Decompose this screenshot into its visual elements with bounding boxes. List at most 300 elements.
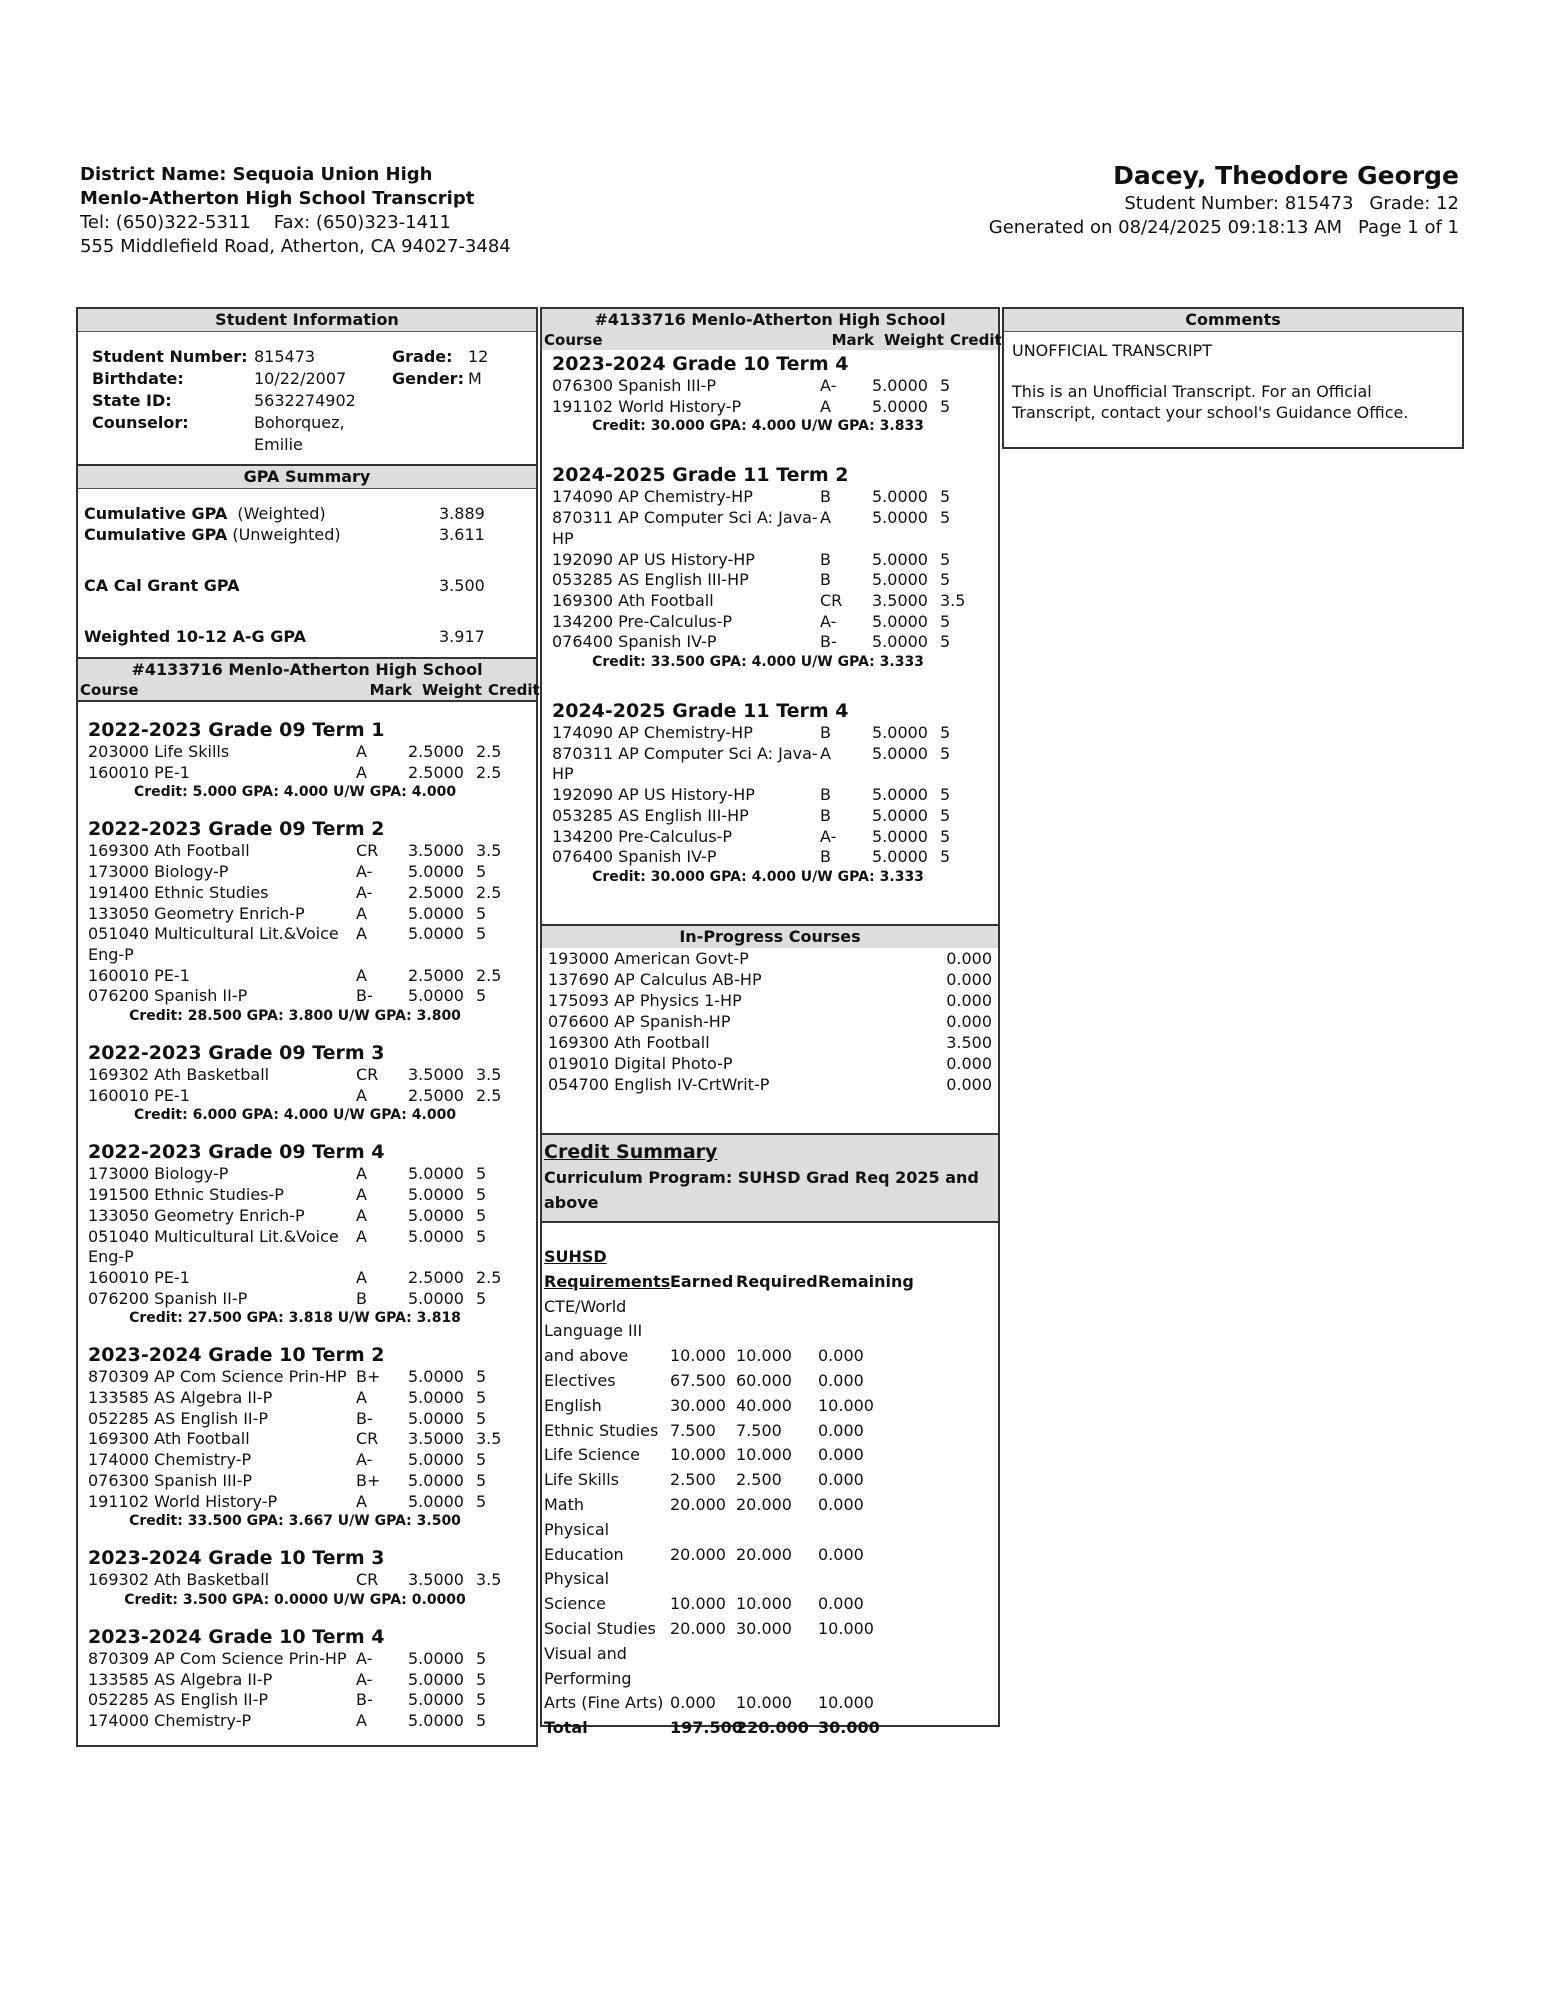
course-name: 160010 PE-1 — [88, 1267, 190, 1287]
term-block — [78, 1041, 536, 1124]
course-name: 203000 Life Skills — [88, 742, 230, 761]
course-name: Eng-P — [88, 944, 134, 964]
course-weight: 5.0000 — [408, 1491, 464, 1511]
course-weight: 5.0000 — [408, 1669, 464, 1689]
term-summary: Credit: 30.000 GPA: 4.000 U/W GPA: 3.833 — [592, 418, 924, 435]
requirement-row — [544, 1369, 996, 1394]
term-title: 2022-2023 Grade 09 Term 3 — [88, 1042, 385, 1065]
requirement-remaining: 0.000 — [818, 1544, 864, 1564]
course-weight: 3.5000 — [408, 1429, 464, 1449]
course-weight: 5.0000 — [872, 570, 928, 590]
requirement-required — [736, 1642, 818, 1667]
course-credit: 5 — [476, 1690, 487, 1710]
course-name: 133585 AS Algebra II-P — [88, 1669, 273, 1689]
student-info-row — [92, 368, 522, 390]
in-progress-row — [542, 990, 998, 1011]
requirement-name: Electives — [544, 1370, 616, 1390]
course-weight: 5.0000 — [872, 847, 928, 867]
course-mark: A — [820, 743, 831, 763]
requirement-name: and above — [544, 1346, 629, 1366]
course-mark: A- — [356, 1669, 373, 1689]
course-row — [88, 1649, 532, 1670]
requirement-required — [736, 1295, 818, 1320]
in-progress-course: 137690 AP Calculus AB-HP — [548, 969, 762, 989]
requirement-required: 10.000 — [736, 1594, 792, 1614]
course-row — [552, 723, 994, 744]
requirement-name: Science — [544, 1594, 607, 1614]
in-progress-row — [542, 948, 998, 969]
requirement-remaining: 0.000 — [818, 1370, 864, 1390]
course-weight: 3.5000 — [408, 1065, 464, 1085]
course-credit: 5 — [476, 862, 487, 882]
term-block — [542, 463, 998, 671]
course-weight: 3.5000 — [408, 1570, 464, 1590]
course-credit: 5 — [940, 376, 951, 395]
course-mark: A — [820, 396, 831, 416]
course-row — [552, 806, 994, 827]
course-mark: B — [820, 847, 831, 867]
page-number: Page 1 of 1 — [1358, 217, 1459, 238]
requirement-row — [544, 1344, 996, 1369]
course-row — [88, 1206, 532, 1227]
course-row — [88, 1065, 532, 1086]
course-column-headers-2: Course Mark Weight Credit — [544, 331, 1002, 349]
course-weight: 5.0000 — [408, 1711, 464, 1731]
term-title: 2023-2024 Grade 10 Term 4 — [552, 353, 849, 375]
term-summary: Credit: 5.000 GPA: 4.000 U/W GPA: 4.000 — [133, 784, 457, 801]
course-credit: 5 — [476, 986, 487, 1006]
course-row — [88, 1227, 532, 1248]
course-row — [552, 632, 994, 653]
in-progress-row — [542, 1053, 998, 1074]
requirement-row — [544, 1443, 996, 1468]
address: 555 Middlefield Road, Atherton, CA 94027-3484 — [80, 236, 511, 257]
course-credit: 3.5 — [476, 841, 502, 861]
course-name: 174090 AP Chemistry-HP — [552, 487, 753, 507]
course-name: HP — [552, 764, 574, 784]
course-row — [88, 904, 532, 925]
course-mark: B- — [820, 632, 837, 652]
credit-summary-header — [542, 1133, 998, 1223]
in-progress-list — [542, 948, 998, 1133]
course-name: 052285 AS English II-P — [88, 1408, 269, 1428]
info-value: M — [468, 369, 482, 388]
requirement-earned: 2.500 — [670, 1470, 716, 1490]
course-weight: 5.0000 — [408, 1388, 464, 1408]
cal-grant-row: CA Cal Grant GPA 3.500 — [84, 576, 485, 595]
course-mark: A — [356, 1267, 367, 1287]
course-credit: 5 — [940, 805, 951, 825]
course-mark: B — [820, 549, 831, 569]
course-credit: 3.5 — [476, 1570, 502, 1590]
course-mark: B- — [356, 986, 373, 1006]
requirement-remaining: 0.000 — [818, 1494, 864, 1514]
course-weight: 5.0000 — [408, 1226, 464, 1246]
student-number-line — [989, 192, 1459, 216]
in-progress-credit: 0.000 — [946, 1074, 992, 1094]
info-value: Bohorquez, Emilie — [254, 413, 345, 454]
term-summary: Credit: 3.500 GPA: 0.0000 U/W GPA: 0.0000 — [124, 1591, 466, 1608]
term-summary: Credit: 33.500 GPA: 3.667 U/W GPA: 3.500 — [129, 1513, 461, 1530]
course-weight — [408, 1247, 476, 1268]
term-summary: Credit: 6.000 GPA: 4.000 U/W GPA: 4.000 — [133, 1107, 457, 1124]
contact-line — [80, 211, 511, 235]
course-name: 169302 Ath Basketball — [88, 1570, 270, 1590]
course-mark: A — [356, 1711, 367, 1731]
district-header — [80, 163, 511, 259]
info-value: 5632274902 — [254, 391, 356, 410]
course-name: 076400 Spanish IV-P — [552, 847, 717, 867]
info-value: 815473 — [254, 347, 316, 366]
course-weight: 5.0000 — [408, 1648, 464, 1668]
course-credit: 5 — [940, 396, 951, 416]
course-weight: 2.5000 — [408, 882, 464, 902]
course-credit: 5 — [476, 1205, 487, 1225]
gpa-weighted-row: Cumulative GPA (Weighted) 3.889 — [84, 504, 485, 523]
course-credit: 5 — [940, 826, 951, 846]
in-progress-title: In-Progress Courses — [542, 924, 998, 948]
course-row — [88, 763, 532, 784]
terms-list-1 — [78, 718, 536, 1732]
in-progress-course: 054700 English IV-CrtWrit-P — [548, 1074, 770, 1094]
course-row — [552, 764, 994, 785]
course-mark: A- — [356, 1450, 373, 1470]
left-column — [76, 307, 538, 1747]
course-weight — [872, 764, 940, 785]
course-mark — [820, 529, 872, 550]
student-grade: Grade: 12 — [1369, 193, 1459, 214]
course-weight: 5.0000 — [872, 376, 928, 395]
course-name: 160010 PE-1 — [88, 1085, 190, 1105]
requirement-required: 20.000 — [736, 1544, 792, 1564]
course-mark: CR — [356, 1570, 379, 1590]
term-summary: Credit: 27.500 GPA: 3.818 U/W GPA: 3.818 — [129, 1310, 461, 1327]
gpa-summary — [78, 489, 536, 657]
course-credit: 2.5 — [476, 742, 502, 761]
course-name: 870311 AP Computer Sci A: Java- — [552, 743, 818, 763]
requirement-required: 30.000 — [736, 1618, 792, 1638]
course-weight: 5.0000 — [408, 1470, 464, 1490]
course-weight: 5.0000 — [408, 986, 464, 1006]
course-name: 134200 Pre-Calculus-P — [552, 826, 733, 846]
info-label: Student Number: — [92, 347, 248, 366]
requirement-remaining — [818, 1295, 898, 1320]
course-name: 191400 Ethnic Studies — [88, 882, 269, 902]
term-title: 2023-2024 Grade 10 Term 2 — [88, 1344, 385, 1367]
course-row — [88, 862, 532, 883]
course-credit — [940, 529, 980, 550]
course-credit: 5 — [476, 1711, 487, 1731]
in-progress-course: 169300 Ath Football — [548, 1032, 710, 1052]
generated-line — [989, 216, 1459, 240]
requirement-name: Physical — [544, 1569, 610, 1589]
term-block — [542, 352, 998, 435]
in-progress-course: 076600 AP Spanish-HP — [548, 1011, 731, 1031]
requirement-remaining — [818, 1518, 898, 1543]
district-name: District Name: Sequoia Union High — [80, 164, 433, 185]
course-credit: 2.5 — [476, 762, 502, 782]
course-credit: 3.5 — [940, 590, 966, 610]
course-weight: 2.5000 — [408, 1267, 464, 1287]
course-row — [88, 966, 532, 987]
info-label: Grade: — [392, 347, 453, 366]
course-weight: 5.0000 — [872, 396, 928, 416]
course-mark: CR — [820, 590, 843, 610]
info-value: 12 — [468, 347, 489, 366]
course-weight — [872, 529, 940, 550]
course-credit — [940, 764, 980, 785]
course-mark: B+ — [356, 1470, 381, 1490]
course-row — [552, 397, 994, 418]
course-row — [552, 487, 994, 508]
course-credit: 5 — [476, 1669, 487, 1689]
ag-gpa: 3.917 — [439, 627, 485, 646]
course-mark: CR — [356, 841, 379, 861]
total-label: Total — [544, 1718, 588, 1738]
course-name: HP — [552, 528, 574, 548]
requirement-name: Education — [544, 1544, 624, 1564]
course-row — [88, 1570, 532, 1591]
school-header-1: #4133716 Menlo-Atherton High School — [78, 657, 536, 681]
course-credit: 5 — [476, 924, 487, 944]
requirement-remaining — [818, 1667, 898, 1692]
requirement-remaining — [818, 1642, 898, 1667]
course-row — [552, 827, 994, 848]
info-value: 10/22/2007 — [254, 369, 347, 388]
course-name: 174090 AP Chemistry-HP — [552, 723, 753, 743]
curriculum-program: Curriculum Program: SUHSD Grad Req 2025 and above — [544, 1167, 979, 1212]
course-weight: 5.0000 — [408, 1185, 464, 1205]
requirement-name: Language III — [544, 1321, 643, 1341]
course-credit: 5 — [940, 743, 951, 763]
course-name: 076200 Spanish II-P — [88, 986, 248, 1006]
course-credit: 5 — [476, 1408, 487, 1428]
course-row — [88, 1429, 532, 1450]
requirement-row — [544, 1567, 996, 1592]
requirement-earned: 20.000 — [670, 1544, 726, 1564]
course-weight: 5.0000 — [408, 1690, 464, 1710]
course-credit: 5 — [476, 1288, 487, 1308]
total-remaining: 30.000 — [818, 1718, 880, 1738]
student-info-row — [92, 346, 522, 368]
requirement-row — [544, 1543, 996, 1568]
gpa-summary-title: GPA Summary — [78, 464, 536, 489]
course-weight: 5.0000 — [408, 924, 464, 944]
requirement-earned — [670, 1518, 736, 1543]
course-row — [88, 1492, 532, 1513]
course-credit: 5 — [476, 1450, 487, 1470]
requirement-required — [736, 1567, 818, 1592]
requirement-earned — [670, 1567, 736, 1592]
course-credit: 5 — [476, 1470, 487, 1490]
ag-gpa-row: Weighted 10-12 A-G GPA 3.917 — [84, 627, 485, 646]
course-row — [552, 612, 994, 633]
course-name: 160010 PE-1 — [88, 965, 190, 985]
course-mark: A — [820, 508, 831, 528]
term-block — [78, 1343, 536, 1530]
course-mark: A — [356, 903, 367, 923]
requirement-name: Life Skills — [544, 1470, 620, 1490]
course-name: 134200 Pre-Calculus-P — [552, 611, 733, 631]
term-block — [78, 1140, 536, 1327]
term-title: 2024-2025 Grade 11 Term 2 — [552, 464, 849, 487]
course-credit — [476, 1247, 516, 1268]
comments-box — [1002, 307, 1464, 449]
course-name: 191500 Ethnic Studies-P — [88, 1185, 284, 1205]
course-weight: 5.0000 — [872, 611, 928, 631]
course-mark: B — [820, 785, 831, 805]
course-credit: 5 — [940, 487, 951, 507]
requirement-remaining: 10.000 — [818, 1618, 874, 1638]
requirement-name: Ethnic Studies — [544, 1420, 659, 1440]
requirement-row — [544, 1319, 996, 1344]
requirement-earned: 10.000 — [670, 1594, 726, 1614]
course-credit: 5 — [940, 847, 951, 867]
course-weight: 5.0000 — [408, 1367, 464, 1387]
in-progress-row — [542, 1032, 998, 1053]
tel: Tel: (650)322-5311 — [80, 212, 251, 233]
course-name: 053285 AS English III-HP — [552, 570, 749, 590]
requirement-required: 7.500 — [736, 1420, 782, 1440]
course-row — [88, 841, 532, 862]
requirement-row — [544, 1518, 996, 1543]
course-name: 870309 AP Com Science Prin-HP — [88, 1648, 347, 1668]
course-credit: 5 — [476, 903, 487, 923]
requirement-remaining — [818, 1319, 898, 1344]
credit-summary-title: Credit Summary — [544, 1140, 718, 1163]
requirement-earned: 10.000 — [670, 1445, 726, 1465]
student-info-row — [92, 412, 522, 456]
requirement-row — [544, 1642, 996, 1667]
in-progress-course: 019010 Digital Photo-P — [548, 1053, 733, 1073]
term-title: 2022-2023 Grade 09 Term 1 — [88, 719, 385, 741]
comment-line-1: UNOFFICIAL TRANSCRIPT — [1012, 341, 1212, 360]
requirement-remaining: 0.000 — [818, 1420, 864, 1440]
course-mark — [820, 764, 872, 785]
term-block — [78, 1546, 536, 1609]
comments-body — [1004, 332, 1462, 431]
course-row — [88, 1711, 532, 1732]
course-credit: 5 — [940, 632, 951, 652]
course-row — [552, 529, 994, 550]
course-weight: 5.0000 — [872, 723, 928, 743]
course-weight: 5.0000 — [872, 632, 928, 652]
course-credit: 5 — [940, 785, 951, 805]
info-label: State ID: — [92, 391, 172, 410]
course-row — [552, 550, 994, 571]
credit-summary-header-row: Requirements Earned Required Remaining — [544, 1271, 914, 1291]
in-progress-row — [542, 969, 998, 990]
course-row — [88, 1450, 532, 1471]
student-info-title: Student Information — [78, 309, 536, 332]
course-weight: 2.5000 — [408, 1085, 464, 1105]
course-credit: 5 — [940, 549, 951, 569]
course-name: 169302 Ath Basketball — [88, 1065, 270, 1085]
comments-title: Comments — [1004, 309, 1462, 332]
course-mark: A — [356, 1185, 367, 1205]
course-row — [88, 1247, 532, 1268]
gpa-unweighted-row: Cumulative GPA (Unweighted) 3.611 — [84, 525, 485, 544]
requirement-required: 10.000 — [736, 1346, 792, 1366]
requirement-row — [544, 1419, 996, 1444]
in-progress-credit: 0.000 — [946, 990, 992, 1010]
course-name: 174000 Chemistry-P — [88, 1450, 252, 1470]
gpa-weighted: 3.889 — [439, 504, 485, 523]
course-row — [88, 1164, 532, 1185]
school-title: Menlo-Atherton High School Transcript — [80, 188, 475, 209]
course-weight: 3.5000 — [408, 841, 464, 861]
course-mark: A — [356, 1085, 367, 1105]
requirement-earned — [670, 1667, 736, 1692]
course-row — [88, 1289, 532, 1310]
in-progress-course: 175093 AP Physics 1-HP — [548, 990, 742, 1010]
course-row — [552, 591, 994, 612]
requirement-name: CTE/World — [544, 1296, 627, 1316]
course-weight: 5.0000 — [408, 1164, 464, 1184]
requirement-name: Arts (Fine Arts) — [544, 1693, 664, 1713]
requirement-required — [736, 1319, 818, 1344]
term-block — [78, 817, 536, 1025]
course-name: 192090 AP US History-HP — [552, 549, 755, 569]
course-name: 052285 AS English II-P — [88, 1690, 269, 1710]
course-credit: 2.5 — [476, 965, 502, 985]
requirement-remaining: 10.000 — [818, 1693, 874, 1713]
requirement-name: Visual and — [544, 1643, 627, 1663]
term-title: 2023-2024 Grade 10 Term 4 — [88, 1625, 385, 1648]
course-mark: CR — [356, 1429, 379, 1449]
course-column-headers: Course Mark Weight Credit — [78, 681, 536, 702]
course-mark — [356, 1247, 408, 1268]
requirement-name: Social Studies — [544, 1618, 656, 1638]
course-mark: CR — [356, 1065, 379, 1085]
course-mark: A- — [356, 1648, 373, 1668]
generated-date: Generated on 08/24/2025 09:18:13 AM — [988, 217, 1342, 238]
requirement-earned: 0.000 — [670, 1693, 716, 1713]
course-mark: A — [356, 742, 367, 761]
course-credit: 5 — [476, 1164, 487, 1184]
course-mark: A — [356, 762, 367, 782]
course-name: 173000 Biology-P — [88, 862, 229, 882]
course-row — [88, 1690, 532, 1711]
info-label: Counselor: — [92, 413, 189, 432]
requirement-row — [544, 1617, 996, 1642]
requirement-required — [736, 1667, 818, 1692]
course-row — [88, 945, 532, 966]
course-weight: 5.0000 — [408, 903, 464, 923]
course-name: Eng-P — [88, 1247, 134, 1267]
course-row — [88, 1268, 532, 1289]
course-weight: 5.0000 — [872, 785, 928, 805]
course-name: 870311 AP Computer Sci A: Java- — [552, 508, 818, 528]
student-info — [78, 332, 536, 464]
gpa-unweighted: 3.611 — [439, 525, 485, 544]
requirement-name: Performing — [544, 1668, 632, 1688]
course-name: 169300 Ath Football — [88, 841, 250, 861]
requirement-name: Math — [544, 1494, 585, 1514]
term-block — [542, 699, 998, 886]
course-name: 160010 PE-1 — [88, 762, 190, 782]
course-credit: 2.5 — [476, 1085, 502, 1105]
term-summary: Credit: 30.000 GPA: 4.000 U/W GPA: 3.333 — [592, 868, 924, 885]
requirement-row — [544, 1691, 996, 1716]
course-row — [88, 1086, 532, 1107]
course-name: 076200 Spanish II-P — [88, 1288, 248, 1308]
requirement-required: 40.000 — [736, 1395, 792, 1415]
requirement-name: Physical — [544, 1519, 610, 1539]
course-mark: B — [820, 723, 831, 743]
in-progress-row — [542, 1074, 998, 1095]
requirement-name: English — [544, 1395, 602, 1415]
